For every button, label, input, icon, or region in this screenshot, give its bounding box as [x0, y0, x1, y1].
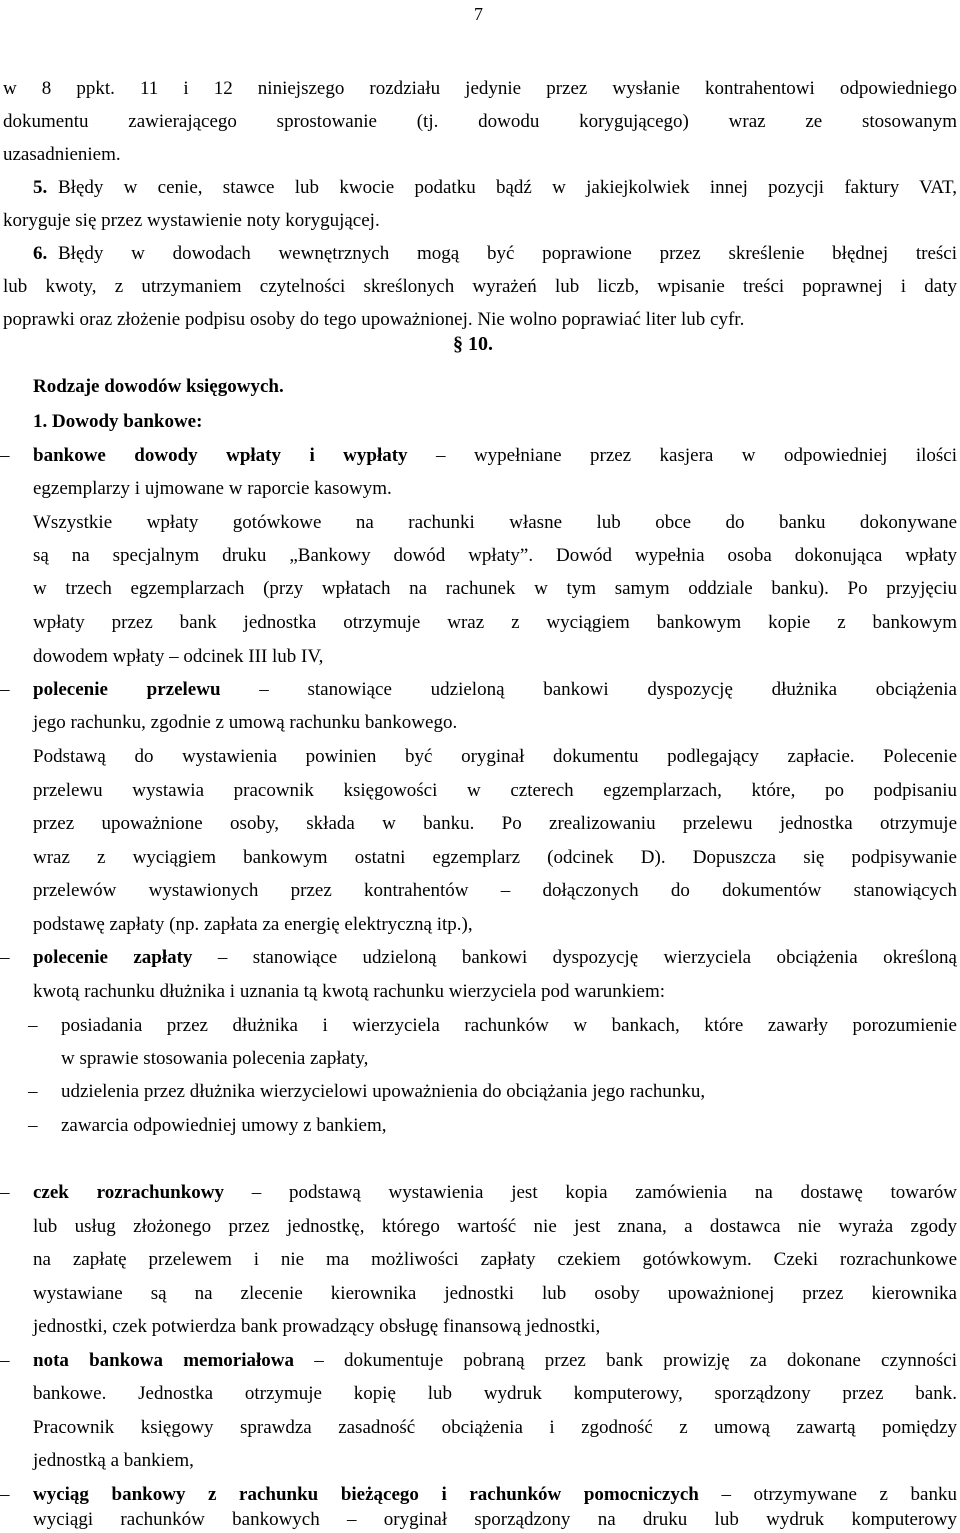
sublist-item: posiadania przez dłużnika i wierzyciela rachunków w bankach, które zawarły porozumienie: [61, 1015, 957, 1036]
list-item: [33, 1349, 957, 1373]
text-line: jednostką a bankiem,: [33, 1450, 194, 1471]
text-line: w 8 ppkt. 11 i 12 niniejszego rozdziału jedynie przez wysłanie kontrahentowi odpowiedniego: [3, 78, 957, 99]
list-item: [33, 444, 957, 468]
text-line: wystawiane są na zlecenie kierownika jednostki lub osoby upoważnionej przez kierownika: [33, 1283, 957, 1304]
item-5-number: 5.: [33, 177, 48, 198]
sublist-dash: –: [28, 1115, 38, 1136]
text-line: Pracownik księgowy sprawdza zasadność obciążenia i zgodność z umową zawartą pomiędzy: [33, 1417, 957, 1438]
text-line: dowodem wpłaty – odcinek III lub IV,: [33, 646, 324, 667]
list-item: [33, 678, 957, 702]
text-line: przez upoważnione osoby, składa w banku. Po zrealizowaniu przelewu jednostka otrzymuje: [33, 813, 957, 834]
text-line: wraz z wyciągiem bankowym ostatni egzemplarz (odcinek D). Dopuszcza się podpisywanie: [33, 847, 957, 868]
text-line: podstawę zapłaty (np. zapłata za energię elektryczną itp.),: [33, 914, 473, 935]
list-item: [33, 1181, 957, 1205]
text-line: uzasadnieniem.: [3, 144, 121, 165]
list-dash: –: [0, 679, 10, 700]
text-line: w sprawie stosowania polecenia zapłaty,: [61, 1048, 369, 1069]
sublist-item: zawarcia odpowiedniej umowy z bankiem,: [61, 1115, 387, 1136]
term: polecenie zapłaty: [33, 947, 193, 968]
definition: – stanowiące udzieloną bankowi dyspozycję wierzyciela obciążenia określoną: [217, 947, 957, 968]
text-line: Wszystkie wpłaty gotówkowe na rachunki własne lub obce do banku dokonywane: [33, 512, 957, 533]
item-6-number: 6.: [33, 243, 48, 264]
text-line: są na specjalnym druku „Bankowy dowód wpłaty”. Dowód wypełnia osoba dokonująca wpłaty: [33, 545, 957, 566]
text-line: lub kwoty, z utrzymaniem czytelności skreślonych wyrażeń lub liczb, wpisanie treści poprawnej i daty: [3, 276, 957, 297]
definition: – wypełniane przez kasjera w odpowiedniej ilości: [436, 445, 958, 466]
list-item: [33, 1483, 957, 1507]
text-line: przelewu wystawia pracownik księgowości w czterech egzemplarzach, które, po podpisaniu: [33, 780, 957, 801]
text-line: na zapłatę przelewem i nie ma możliwości zapłaty czekiem gotówkowym. Czeki rozrachunkowe: [33, 1249, 957, 1270]
text-line: w trzech egzemplarzach (przy wpłatach na rachunek w tym samym oddziale banku). Po przyjęciu: [33, 578, 957, 599]
term: bankowe dowody wpłaty i wypłaty: [33, 445, 408, 466]
text-line: wyciągi rachunków bankowych – oryginał sporządzony na druku lub wydruk komputerowy: [33, 1509, 957, 1530]
list-dash: –: [0, 445, 10, 466]
text-line: jego rachunku, zgodnie z umową rachunku bankowego.: [33, 712, 458, 733]
list-dash: –: [0, 947, 10, 968]
list-item: [33, 946, 957, 970]
sublist-item: udzielenia przez dłużnika wierzycielowi upoważnienia do obciążania jego rachunku,: [61, 1081, 706, 1102]
term: polecenie przelewu: [33, 679, 221, 700]
text-line: bankowe. Jednostka otrzymuje kopię lub wydruk komputerowy, sporządzony przez bank.: [33, 1383, 957, 1404]
list-dash: –: [0, 1350, 10, 1371]
text-line: kwotą rachunku dłużnika i uznania tą kwotą rachunku wierzyciela pod warunkiem:: [33, 981, 666, 1002]
sublist-dash: –: [28, 1081, 38, 1102]
page-number: 7: [474, 4, 483, 24]
text-line: jednostki, czek potwierdza bank prowadzący obsługę finansową jednostki,: [33, 1316, 601, 1337]
text-line: Błędy w cenie, stawce lub kwocie podatku bądź w jakiejkolwiek innej pozycji faktury VAT,: [58, 177, 957, 198]
term: czek rozrachunkowy: [33, 1182, 224, 1203]
term: nota bankowa memoriałowa: [33, 1350, 295, 1371]
text-line: Błędy w dowodach wewnętrznych mogą być poprawione przez skreślenie błędnej treści: [58, 243, 957, 264]
sublist-dash: –: [28, 1015, 38, 1036]
text-line: wpłaty przez bank jednostka otrzymuje wraz z wyciągiem bankowym kopie z bankowym: [33, 612, 957, 633]
text-line: dokumentu zawierającego sprostowanie (tj. dowodu korygującego) wraz ze stosowanym: [3, 111, 957, 132]
list-dash: –: [0, 1484, 10, 1505]
definition: – podstawą wystawienia jest kopia zamówienia na dostawę towarów: [251, 1182, 958, 1203]
section-title: Rodzaje dowodów księgowych.: [33, 376, 284, 397]
definition: – stanowiące udzieloną bankowi dyspozycję dłużnika obciążenia: [259, 679, 957, 700]
text-line: przelewów wystawionych przez kontrahentów – dołączonych do dokumentów stanowiących: [33, 880, 957, 901]
text-line: poprawki oraz złożenie podpisu osoby do tego upoważnionej. Nie wolno poprawiać liter lub cyfr.: [3, 309, 745, 330]
text-line: egzemplarzy i ujmowane w raporcie kasowym.: [33, 478, 392, 499]
text-line: lub usług złożonego przez jednostkę, którego wartość nie jest znana, a dostawca nie wyraża zgody: [33, 1216, 957, 1237]
section-number: § 10.: [453, 333, 493, 355]
term: wyciąg bankowy z rachunku bieżącego i rachunków pomocniczych: [33, 1484, 699, 1505]
definition: – otrzymywane z banku: [721, 1484, 957, 1505]
text-line: Podstawą do wystawienia powinien być oryginał dokumentu podlegający zapłacie. Polecenie: [33, 746, 957, 767]
list-dash: –: [0, 1182, 10, 1203]
definition: – dokumentuje pobraną przez bank prowizję za dokonane czynności: [314, 1350, 957, 1371]
text-line: koryguje się przez wystawienie noty korygującej.: [3, 210, 380, 231]
subsection-title: 1. Dowody bankowe:: [33, 411, 203, 432]
